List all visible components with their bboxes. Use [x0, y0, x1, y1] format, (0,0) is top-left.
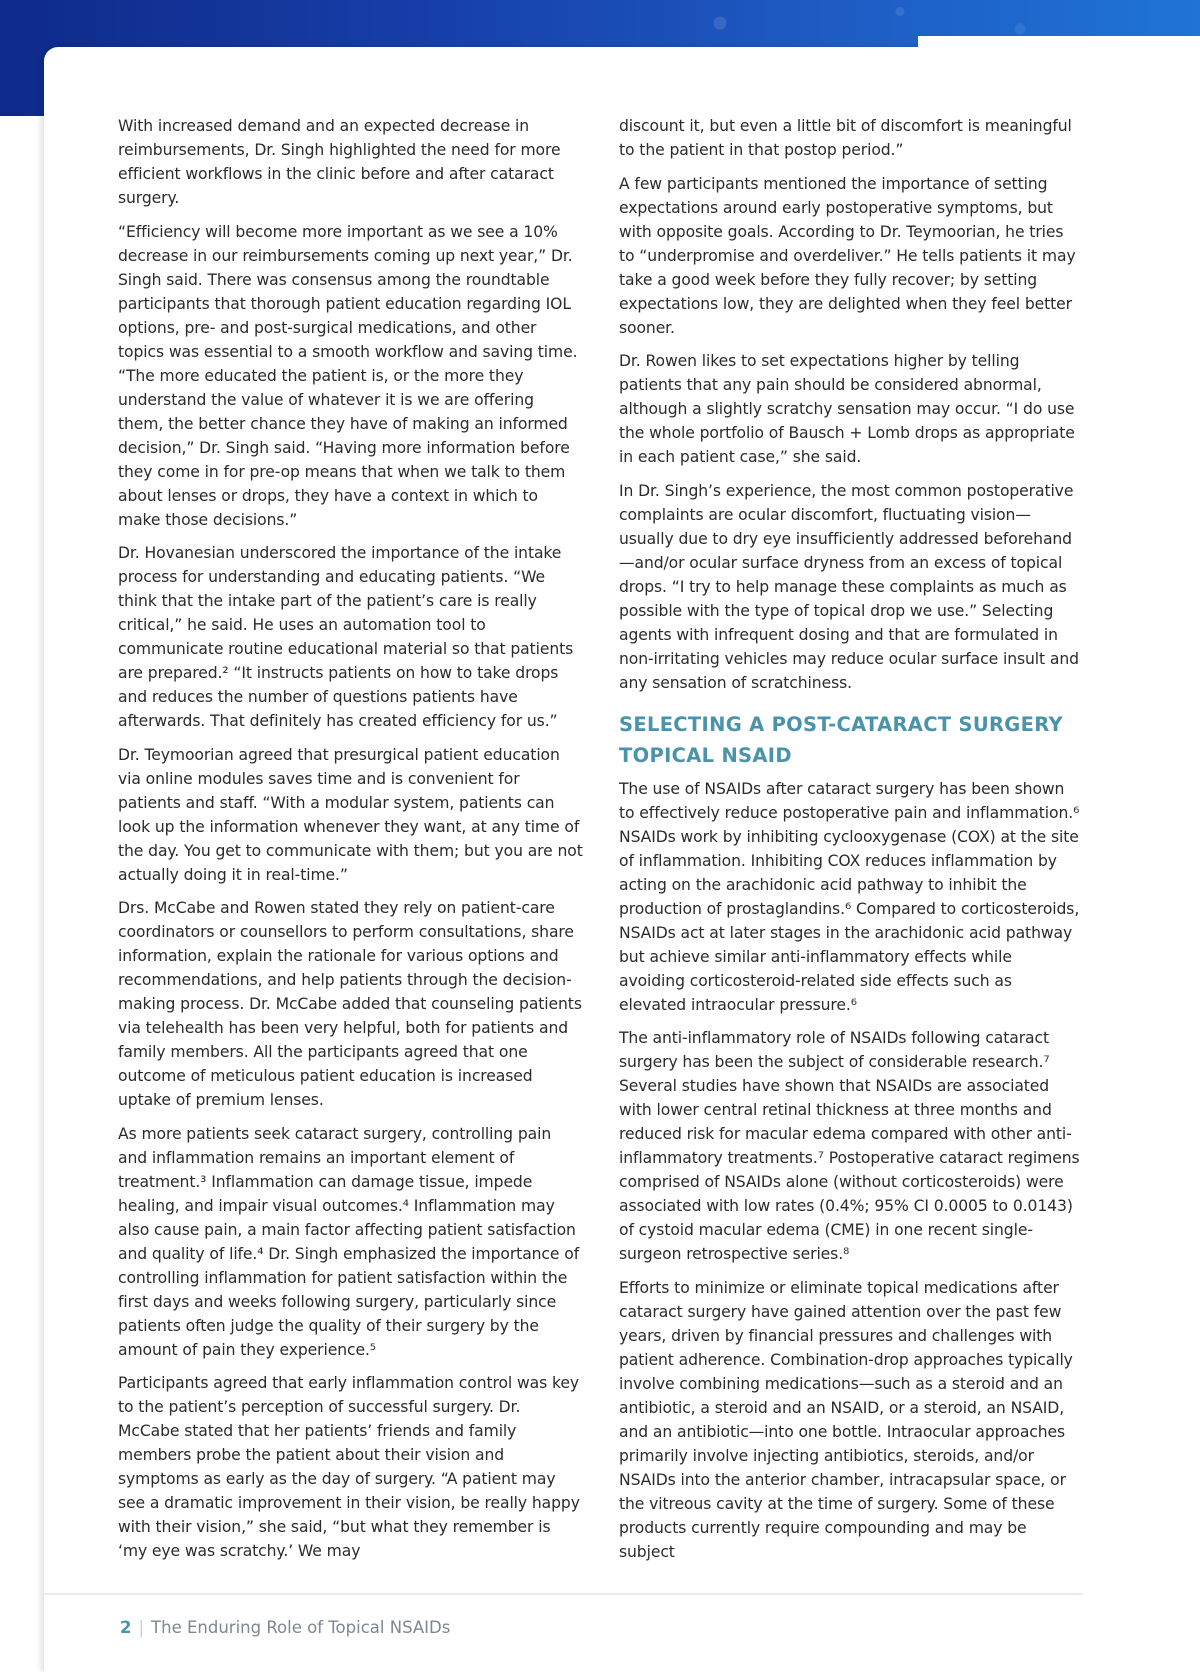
- page-footer: [120, 1616, 450, 1640]
- body-paragraph: Participants agreed that early inflammation control was key to the patient’s perception of successful surgery. Dr. McCabe stated that her patients’ friends and family members probe the patient about their vision and symptoms as early as the day of surgery. “A patient may see a dramatic improvement in their vision, be really happy with their vision,” she said, “but what they remember is ‘my eye was scratchy.’ We may: [118, 1374, 580, 1560]
- body-paragraph: As more patients seek cataract surgery, controlling pain and inflammation remains an important element of treatment.³ Inflammation can damage tissue, impede healing, and impair visual outcomes.⁴ Inflammation may also cause pain, a main factor affecting patient satisfaction and quality of life.⁴ Dr. Singh emphasized the importance of controlling inflammation for patient satisfaction within the first days and weeks following surgery, particularly since patients often judge the quality of their surgery by the amount of pain they experience.⁵: [118, 1124, 580, 1359]
- right-column: [619, 114, 1082, 1573]
- left-column: [118, 114, 583, 1573]
- footer-divider: [44, 1593, 1083, 1595]
- body-paragraph: Efforts to minimize or eliminate topical medications after cataract surgery have gained attention over the past few years, driven by financial pressures and challenges with patient adherence. Combination-drop approaches typically involve combining medications—such as a steroid and an antibiotic, a steroid and an NSAID, or a steroid, an NSAID, and an antibiotic—into one bottle. Intraocular approaches primarily involve injecting antibiotics, steroids, and/or NSAIDs into the anterior chamber, intracapsular space, or the vitreous cavity at the time of surgery. Some of these products currently require compounding and may be subject: [619, 1278, 1073, 1561]
- banner-notch: [918, 36, 1200, 50]
- body-paragraph: The anti-inflammatory role of NSAIDs following cataract surgery has been the subject of considerable research.⁷ Several studies have shown that NSAIDs are associated with lower central retinal thickness at three months and reduced risk for macular edema compared with other anti-inflammatory treatments.⁷ Postoperative cataract regimens comprised of NSAIDs alone (without corticosteroids) were associated with low rates (0.4%; 95% CI 0.0005 to 0.0143) of cystoid macular edema (CME) in one recent single-surgeon retrospective series.⁸: [619, 1029, 1080, 1263]
- body-paragraph: A few participants mentioned the importance of setting expectations around early postoperative symptoms, but with opposite goals. According to Dr. Teymoorian, he tries to “underpromise and overdeliver.” He tells patients it may take a good week before they fully recover; by setting expectations low, they are delighted when they feel better sooner.: [619, 174, 1076, 337]
- body-paragraph: The use of NSAIDs after cataract surgery has been shown to effectively reduce postoperative pain and inflammation.⁶ NSAIDs work by inhibiting cyclooxygenase (COX) at the site of inflammation. Inhibiting COX reduces inflammation by acting on the arachidonic acid pathway to inhibit the production of prostaglandins.⁶ Compared to corticosteroids, NSAIDs act at later stages in the arachidonic acid pathway but achieve similar anti-inflammatory effects while avoiding corticosteroid-related side effects such as elevated intraocular pressure.⁶: [619, 779, 1080, 1014]
- body-paragraph: discount it, but even a little bit of discomfort is meaningful to the patient in that postop period.”: [619, 117, 1072, 159]
- footer-separator: |: [138, 1618, 145, 1637]
- body-paragraph: Dr. Rowen likes to set expectations higher by telling patients that any pain should be considered abnormal, although a slightly scratchy sensation may occur. “I do use the whole portfolio of Bausch + Lomb drops as appropriate in each patient case,” she said.: [619, 352, 1075, 466]
- publication-title: The Enduring Role of Topical NSAIDs: [151, 1618, 451, 1637]
- body-paragraph: Dr. Hovanesian underscored the importance of the intake process for understanding and educating patients. “We think that the intake part of the patient’s care is really critical,” he said. He uses an automation tool to communicate routine educational material so that patients are prepared.² “It instructs patients on how to take drops and reduces the number of questions patients have afterwards. That definitely has created efficiency for us.”: [118, 544, 574, 730]
- page-number: 2: [120, 1618, 132, 1637]
- body-paragraph: “Efficiency will become more important as we see a 10% decrease in our reimbursements coming up next year,” Dr. Singh said. There was consensus among the roundtable participants that thorough patient education regarding IOL options, pre- and post-surgical medications, and other topics was essential to a smooth workflow and saving time. “The more educated the patient is, or the more they understand the value of whatever it is we are offering them, the better chance they have of making an informed decision,” Dr. Singh said. “Having more information before they come in for pre-op means that when we talk to them about lenses or drops, they have a context in which to make those decisions.”: [118, 222, 578, 529]
- body-paragraph: Drs. McCabe and Rowen stated they rely on patient-care coordinators or counsellors to perform consultations, share information, explain the rationale for various options and recommendations, and help patients through the decision-making process. Dr. McCabe added that counseling patients via telehealth has been very helpful, both for patients and family members. All the participants agreed that one outcome of meticulous patient education is increased uptake of premium lenses.: [118, 899, 582, 1109]
- section-heading: SELECTING A POST-CATARACT SURGERY TOPICAL NSAID: [619, 712, 1063, 767]
- body-paragraph: In Dr. Singh’s experience, the most common postoperative complaints are ocular discomfort, fluctuating vision—usually due to dry eye insufficiently addressed beforehand—and/or ocular surface dryness from an excess of topical drops. “I try to help manage these complaints as much as possible with the type of topical drop we use.” Selecting agents with infrequent dosing and that are formulated in non-irritating vehicles may reduce ocular surface insult and any sensation of scratchiness.: [619, 481, 1079, 692]
- body-paragraph: With increased demand and an expected decrease in reimbursements, Dr. Singh highlighted the need for more efficient workflows in the clinic before and after cataract surgery.: [118, 117, 561, 207]
- body-paragraph: Dr. Teymoorian agreed that presurgical patient education via online modules saves time and is convenient for patients and staff. “With a modular system, patients can look up the information whenever they want, at any time of the day. You get to communicate with them; but you are not actually doing it in real-time.”: [118, 745, 583, 884]
